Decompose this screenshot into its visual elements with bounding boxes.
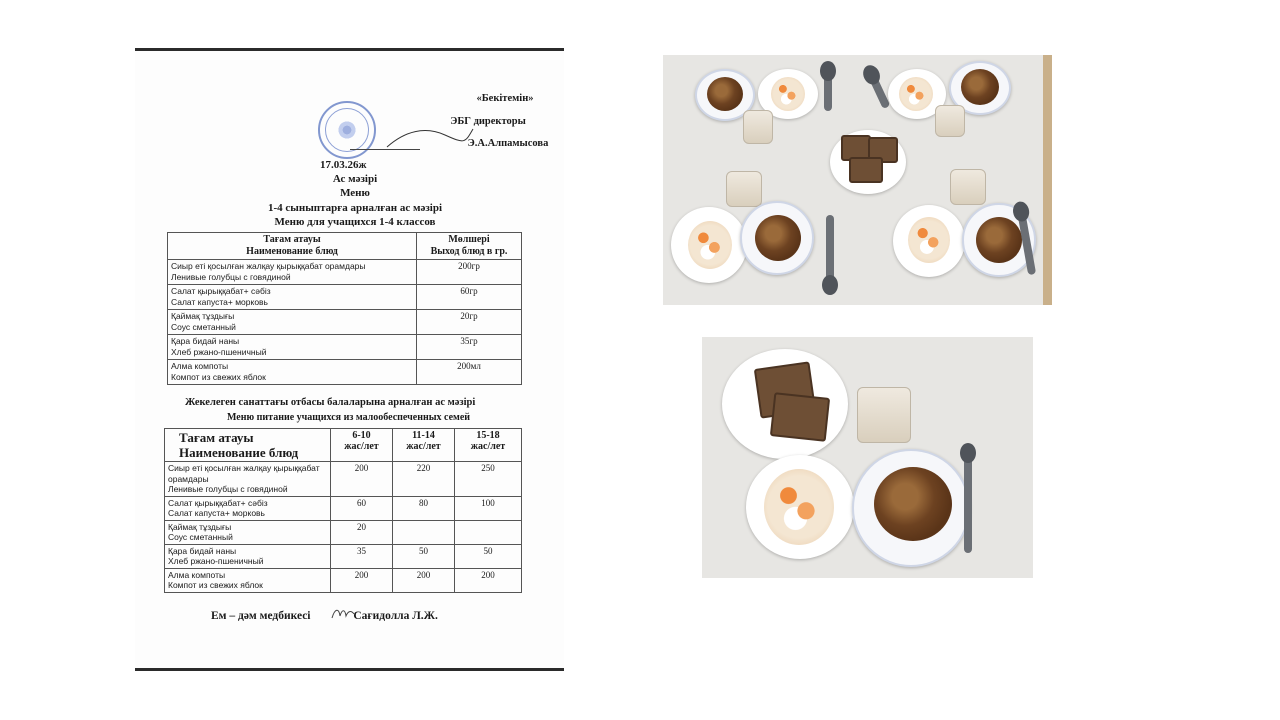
menu-table-grades-1-4 bbox=[167, 232, 522, 385]
salad-food bbox=[908, 217, 950, 263]
quantity-cell: 200гр bbox=[417, 260, 522, 285]
dish-cell: Алма компоты Компот из свежих яблок bbox=[168, 360, 417, 385]
value-cell bbox=[455, 520, 522, 544]
table-row bbox=[165, 544, 522, 568]
dish-cell: Сиыр еті қосылған жалқау қырыққабат орамдары Ленивые голубцы с говядиной bbox=[168, 260, 417, 285]
approval-name: Э.А.Алпамысова bbox=[467, 138, 549, 149]
meal-photo-bottom bbox=[702, 337, 1033, 578]
nurse-signature-block bbox=[211, 610, 438, 622]
table-row bbox=[168, 335, 522, 360]
value-cell: 80 bbox=[393, 496, 455, 520]
table-row bbox=[165, 568, 522, 592]
subtitle-kz: Жекелеген санаттағы отбасы балаларына арналған ас мәзірі bbox=[185, 397, 476, 408]
salad-food bbox=[771, 77, 805, 111]
value-cell: 200 bbox=[455, 568, 522, 592]
subheading-ru: Меню для учащихся 1-4 классов bbox=[274, 216, 436, 228]
table-row bbox=[168, 310, 522, 335]
dish-cell: Салат қырыққабат+ сәбіз Салат капуста+ морковь bbox=[168, 285, 417, 310]
salad-food bbox=[899, 77, 933, 111]
value-cell: 50 bbox=[393, 544, 455, 568]
table-row bbox=[165, 496, 522, 520]
quantity-cell: 20гр bbox=[417, 310, 522, 335]
nurse-role: Ем – дәм медбикесі bbox=[211, 610, 311, 622]
table-row bbox=[168, 260, 522, 285]
table-row bbox=[165, 520, 522, 544]
column-header-age-15-18: 15-18 жас/лет bbox=[455, 429, 522, 462]
stew-food bbox=[874, 467, 952, 541]
compote-cup bbox=[726, 171, 762, 207]
dish-cell: Қаймақ тұздығы Соус сметанный bbox=[165, 520, 331, 544]
dish-cell: Сиыр еті қосылған жалқау қырыққабат орамдары Ленивые голубцы с говядиной bbox=[165, 462, 331, 497]
subtitle-ru: Меню питание учащихся из малообеспеченных семей bbox=[227, 412, 471, 423]
table-header-row bbox=[165, 429, 522, 462]
column-header-age-11-14: 11-14 жас/лет bbox=[393, 429, 455, 462]
column-header-age-6-10: 6-10 жас/лет bbox=[331, 429, 393, 462]
column-header-quantity: Мөлшері Выход блюд в гр. bbox=[417, 233, 522, 260]
dish-cell: Қара бидай наны Хлеб ржано-пшеничный bbox=[165, 544, 331, 568]
bread-slice bbox=[770, 392, 830, 442]
menu-document bbox=[135, 48, 564, 671]
nurse-signature bbox=[331, 606, 355, 622]
subheading-kz: 1-4 сыныптарға арналған ас мәзірі bbox=[267, 202, 442, 214]
approval-title: «Бекітемін» bbox=[476, 93, 534, 104]
column-header-dish: Тағам атауы Наименование блюд bbox=[165, 429, 331, 462]
value-cell: 200 bbox=[331, 462, 393, 497]
column-header-dish: Тағам атауы Наименование блюд bbox=[168, 233, 417, 260]
stew-food bbox=[755, 215, 801, 261]
nurse-name: Сағидолла Л.Ж. bbox=[353, 610, 438, 622]
compote-cup bbox=[857, 387, 911, 443]
heading-kz: Ас мәзірі bbox=[332, 173, 378, 185]
value-cell: 50 bbox=[455, 544, 522, 568]
quantity-cell: 35гр bbox=[417, 335, 522, 360]
quantity-cell: 200мл bbox=[417, 360, 522, 385]
table-header-row bbox=[168, 233, 522, 260]
stew-food bbox=[976, 217, 1022, 263]
compote-cup bbox=[950, 169, 986, 205]
official-seal bbox=[318, 101, 376, 159]
dish-cell: Алма компоты Компот из свежих яблок bbox=[165, 568, 331, 592]
bread-slice bbox=[849, 157, 883, 183]
dish-cell: Қаймақ тұздығы Соус сметанный bbox=[168, 310, 417, 335]
meal-photo-top bbox=[663, 55, 1052, 305]
value-cell: 100 bbox=[455, 496, 522, 520]
salad-food bbox=[688, 221, 732, 269]
spoon-icon bbox=[964, 457, 972, 553]
value-cell: 60 bbox=[331, 496, 393, 520]
value-cell: 20 bbox=[331, 520, 393, 544]
stew-food bbox=[707, 77, 743, 111]
spoon-icon bbox=[826, 215, 834, 281]
table-row bbox=[168, 360, 522, 385]
value-cell bbox=[393, 520, 455, 544]
table-row bbox=[168, 285, 522, 310]
compote-cup bbox=[935, 105, 965, 137]
compote-cup bbox=[743, 110, 773, 144]
dish-cell: Салат қырыққабат+ сәбіз Салат капуста+ морковь bbox=[165, 496, 331, 520]
heading-ru: Меню bbox=[340, 187, 370, 199]
value-cell: 220 bbox=[393, 462, 455, 497]
menu-table-low-income bbox=[164, 428, 522, 593]
quantity-cell: 60гр bbox=[417, 285, 522, 310]
document-date: 17.03.26ж bbox=[320, 159, 367, 171]
value-cell: 250 bbox=[455, 462, 522, 497]
approval-position: ЭБГ директоры bbox=[450, 116, 526, 127]
spoon-icon bbox=[824, 75, 832, 111]
value-cell: 35 bbox=[331, 544, 393, 568]
value-cell: 200 bbox=[331, 568, 393, 592]
signature-line bbox=[350, 149, 420, 150]
stew-food bbox=[961, 69, 999, 105]
value-cell: 200 bbox=[393, 568, 455, 592]
dish-cell: Қара бидай наны Хлеб ржано-пшеничный bbox=[168, 335, 417, 360]
salad-food bbox=[764, 469, 834, 545]
table-row bbox=[165, 462, 522, 497]
